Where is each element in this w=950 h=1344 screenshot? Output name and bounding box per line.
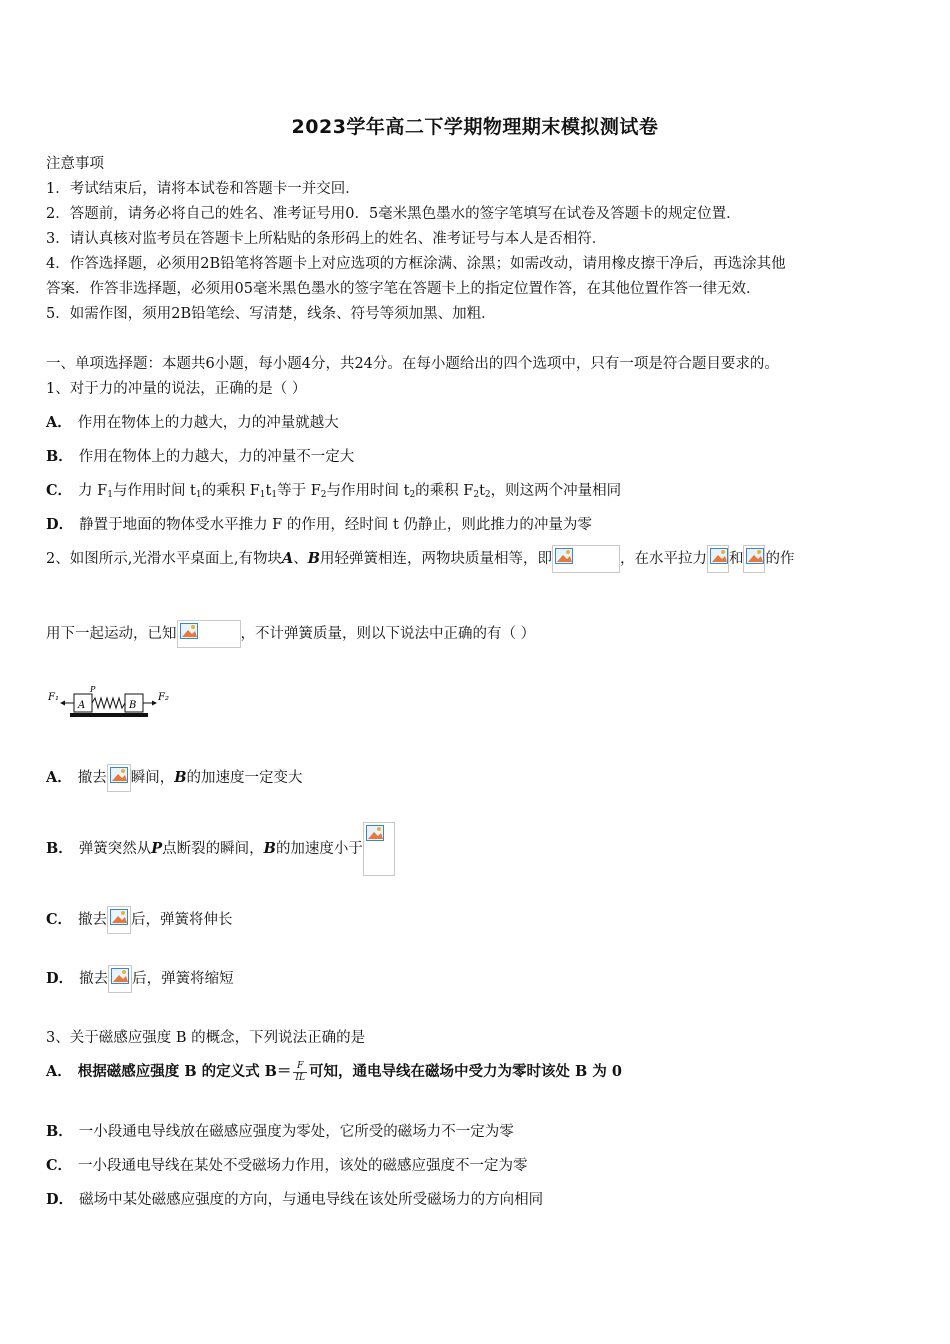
- q3-option-b: [46, 1120, 514, 1141]
- text: 、: [293, 551, 308, 567]
- text: 用轻弹簧相连，两物块质量相等，即: [319, 551, 552, 567]
- text: 力 F: [78, 483, 108, 499]
- notice-item-5: 5．如需作图，须用2B铅笔绘、写清楚，线条、符号等须加黑、加粗．: [46, 306, 496, 322]
- notice-item-3: 3．请认真核对监考员在答题卡上所粘贴的条形码上的姓名、准考证号与本人是否相符．: [46, 231, 607, 247]
- f1-label: F₁: [48, 692, 59, 703]
- q1-stem: 1、对于力的冲量的说法，正确的是（ ）: [46, 381, 307, 397]
- text: P: [151, 840, 163, 857]
- missing-formula-image-icon: [107, 906, 131, 934]
- text: t: [479, 483, 485, 499]
- text: 用下一起运动，已知: [46, 626, 177, 642]
- option-text: 作用在物体上的力越大，力的冲量就越大: [77, 415, 339, 431]
- block-a-label: A: [78, 700, 86, 711]
- f1-arrowhead: [60, 701, 65, 706]
- q2-option-c: [46, 906, 233, 934]
- option-text: 静置于地面的物体受水平推力 F 的作用，经时间 t 仍静止，则此推力的冲量为零: [79, 517, 592, 533]
- text: 撤去: [77, 770, 107, 786]
- text: 可知，通电导线在磁场中受力为零时该处 B 为 0: [308, 1063, 622, 1080]
- q3-option-a: [46, 1060, 622, 1084]
- q2-option-a: [46, 764, 303, 792]
- q1-option-b: [46, 445, 354, 466]
- text: 撤去: [79, 971, 109, 987]
- subscript: 2: [320, 490, 327, 500]
- option-key: C．: [46, 482, 73, 499]
- q2-option-d: [46, 965, 234, 993]
- option-key: B．: [46, 1123, 73, 1140]
- option-key: C．: [46, 911, 73, 928]
- text: A: [281, 550, 294, 567]
- text: 的作: [765, 551, 795, 567]
- missing-formula-image-icon: [363, 822, 395, 876]
- f2-arrowhead: [152, 701, 157, 706]
- notice-item-2: 2．答题前，请务必将自己的姓名、准考证号用0．5毫米黑色墨水的签字笔填写在试卷及答题卡的规定位置．: [46, 206, 741, 222]
- subscript: 2: [484, 490, 491, 500]
- text: B: [307, 550, 320, 567]
- q1-option-d: [46, 513, 592, 534]
- option-key: B．: [46, 448, 73, 465]
- missing-formula-image-icon: [108, 965, 132, 993]
- missing-formula-image-icon: [743, 545, 765, 573]
- text: B: [174, 769, 187, 786]
- q3-option-c: [46, 1154, 528, 1175]
- text: 瞬间，: [130, 770, 175, 786]
- formula-fraction: [293, 1061, 307, 1084]
- notice-heading: 注意事项: [46, 156, 104, 172]
- subscript: 1: [271, 490, 278, 500]
- text: 与作用时间 t: [326, 483, 410, 499]
- subscript: 1: [259, 490, 266, 500]
- spring-blocks-diagram: [46, 684, 176, 728]
- text: 点断裂的瞬间，: [162, 841, 264, 857]
- table-surface: [70, 713, 148, 717]
- text: ，不计弹簧质量，则以下说法中正确的有（ ）: [240, 626, 536, 642]
- section-heading: 一、单项选择题：本题共6小题，每小题4分，共24分。在每小题给出的四个选项中，只有一项是符合题目要求的。: [46, 356, 779, 372]
- missing-formula-image-icon: [552, 545, 620, 573]
- text: ，在水平拉力: [619, 551, 707, 567]
- f2-label: F₂: [158, 692, 169, 703]
- block-b-label: B: [129, 700, 137, 711]
- text: 后，弹簧将缩短: [132, 971, 234, 987]
- q2-option-b: [46, 822, 395, 876]
- spring: [92, 698, 125, 708]
- subscript: 1: [107, 490, 113, 500]
- q2-stem-line1: [46, 545, 794, 573]
- notice-item-4: 4．作答选择题，必须用2B铅笔将答题卡上对应选项的方框涂满、涂黑；如需改动，请用橡皮擦干净后，再选涂其他: [46, 256, 786, 272]
- q3-option-d: [46, 1188, 543, 1209]
- option-key: A．: [46, 769, 72, 786]
- text: 撤去: [78, 912, 108, 928]
- text: 和: [728, 551, 744, 567]
- fraction-denominator: IL: [295, 1072, 305, 1083]
- subscript: 1: [195, 490, 202, 500]
- option-key: B．: [46, 840, 73, 857]
- text: 的加速度小于: [275, 841, 363, 857]
- option-text: 一小段通电导线在某处不受磁场力作用，该处的磁感应强度不一定为零: [78, 1158, 528, 1174]
- q2-stem-line2: [46, 620, 535, 648]
- text: 的加速度一定变大: [186, 770, 303, 786]
- option-key: D．: [46, 516, 74, 533]
- option-text: 磁场中某处磁感应强度的方向，与通电导线在该处所受磁场力的方向相同: [79, 1192, 544, 1208]
- text: 等于 F: [277, 483, 321, 499]
- q1-option-c: [46, 479, 621, 500]
- text: 的乘积 F: [415, 483, 474, 499]
- missing-formula-image-icon: [107, 764, 131, 792]
- notice-item-4-cont: 答案．作答非选择题，必须用05毫米黑色墨水的签字笔在答题卡上的指定位置作答，在其他位置作答一律无效．: [46, 281, 761, 297]
- missing-formula-image-icon: [177, 620, 241, 648]
- option-key: D．: [46, 1191, 74, 1208]
- text: 与作用时间 t: [112, 483, 196, 499]
- q3-stem: 3、关于磁感应强度 B 的概念，下列说法正确的是: [46, 1030, 366, 1046]
- subscript: 2: [473, 490, 480, 500]
- text: t: [265, 483, 272, 499]
- missing-formula-image-icon: [707, 545, 729, 573]
- page-title: 2023学年高二下学期物理期末模拟测试卷: [291, 116, 659, 138]
- option-key: A．: [46, 1063, 72, 1080]
- subscript: 2: [409, 490, 416, 500]
- option-key: D．: [46, 970, 74, 987]
- text: 的乘积 F: [201, 483, 260, 499]
- option-key: A．: [46, 414, 72, 431]
- text: 2、如图所示,光滑水平桌面上,有物块: [46, 551, 282, 567]
- q1-option-a: [46, 411, 339, 432]
- option-text: 一小段通电导线放在磁感应强度为零处，它所受的磁场力不一定为零: [78, 1124, 514, 1140]
- notice-item-1: 1．考试结束后，请将本试卷和答题卡一并交回．: [46, 181, 360, 197]
- text: 后，弹簧将伸长: [131, 912, 233, 928]
- text: ，则这两个冲量相同: [490, 483, 622, 499]
- point-p-label: P: [90, 685, 96, 694]
- text: 弹簧突然从: [78, 841, 152, 857]
- fraction-numerator: F: [293, 1061, 307, 1073]
- text: 根据磁感应强度 B 的定义式 B＝: [77, 1063, 292, 1080]
- option-key: C．: [46, 1157, 73, 1174]
- option-text: 作用在物体上的力越大，力的冲量不一定大: [78, 449, 355, 465]
- text: B: [263, 840, 276, 857]
